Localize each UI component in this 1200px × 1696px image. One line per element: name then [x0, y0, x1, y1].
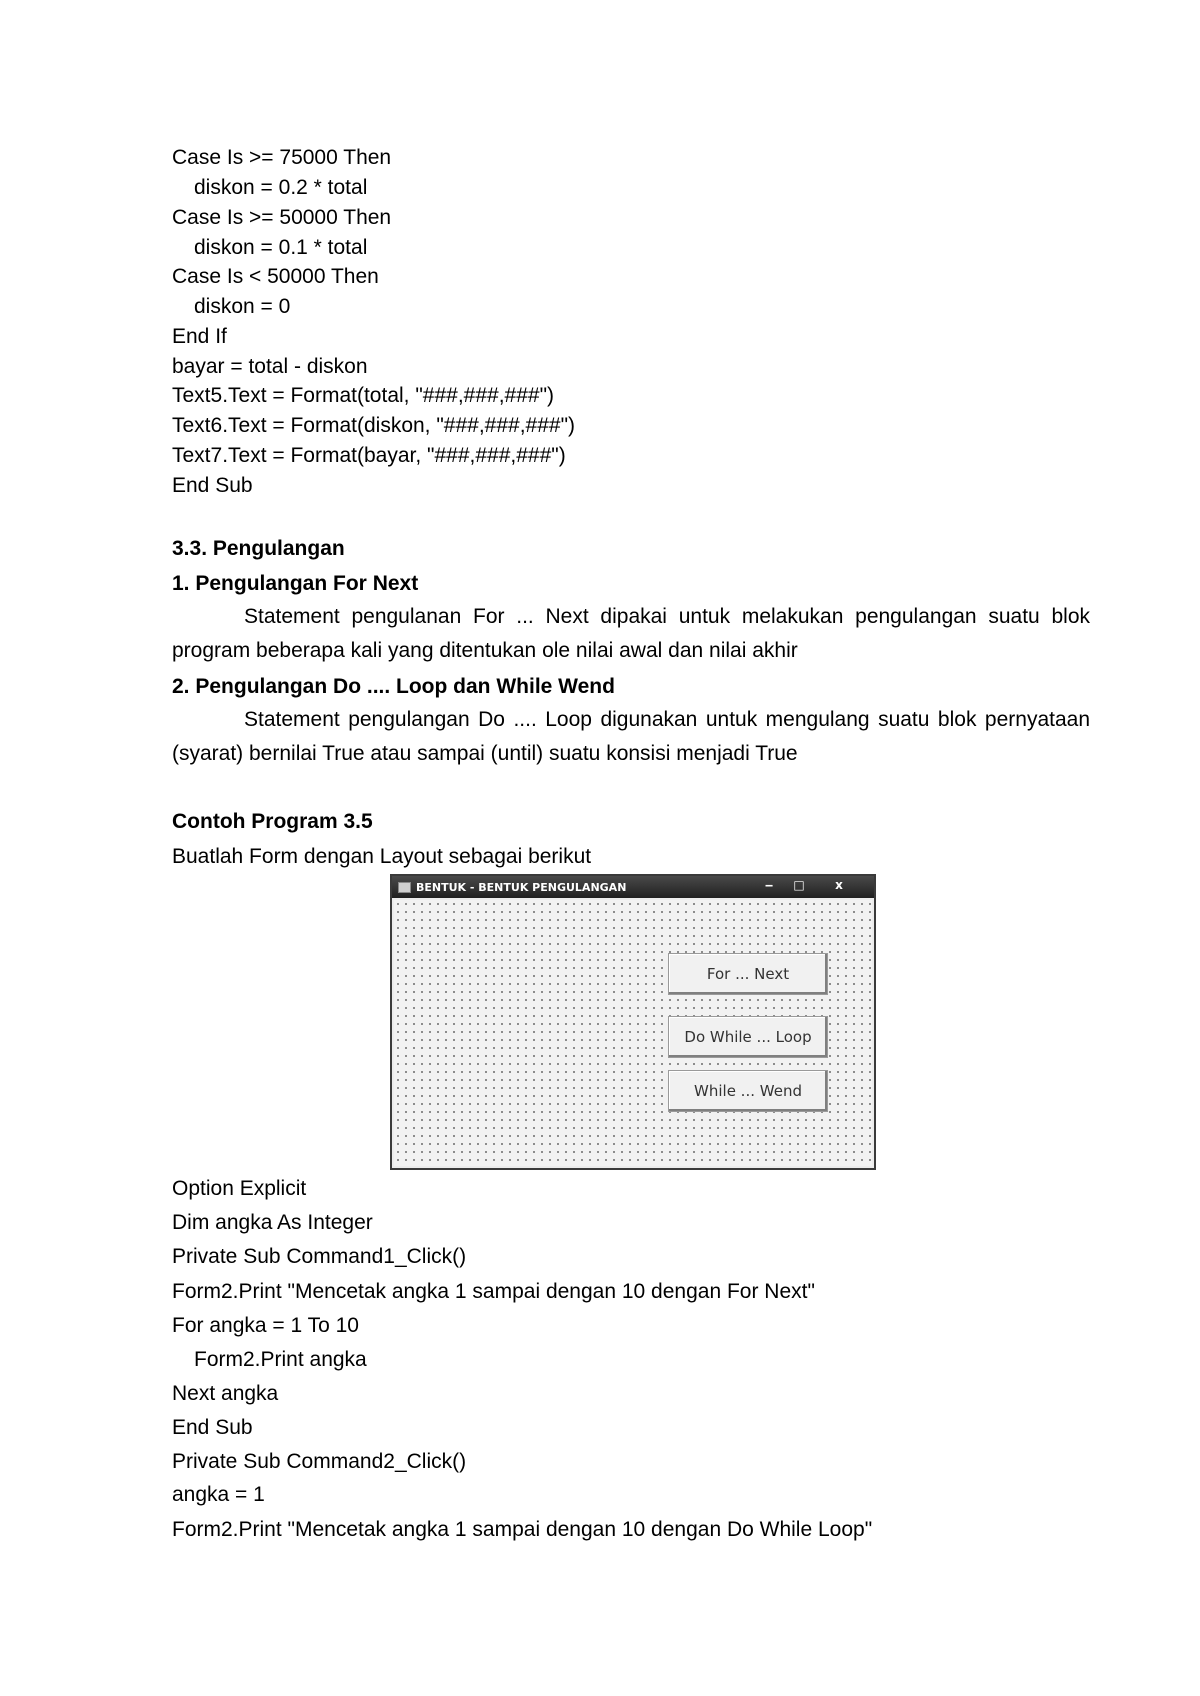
section-heading: 3.3. Pengulangan — [172, 537, 345, 560]
form-design-grid — [394, 900, 872, 1166]
code-line: Case Is < 50000 Then — [172, 265, 379, 288]
code-line: Next angka — [172, 1382, 279, 1405]
code-line: Text6.Text = Format(diskon, "###,###,###") — [172, 414, 576, 437]
code-line: For angka = 1 To 10 — [172, 1314, 359, 1337]
code-line: Private Sub Command1_Click() — [172, 1245, 467, 1268]
code-line: Form2.Print angka — [194, 1348, 367, 1371]
code-line: bayar = total - diskon — [172, 355, 368, 378]
code-line: End If — [172, 325, 227, 348]
form-title-bar — [392, 876, 874, 898]
vb-form-window — [390, 874, 876, 1170]
form-title: BENTUK - BENTUK PENGULANGAN — [416, 880, 627, 894]
code-line: diskon = 0 — [194, 295, 291, 318]
example-heading: Contoh Program 3.5 — [172, 810, 373, 833]
paragraph-do-loop: Statement pengulangan Do .... Loop digunakan untuk mengulang suatu blok pernyataan (syarat) bernilai True atau sampai (until) suatu konsisi menjadi True — [172, 708, 1090, 765]
code-line: Form2.Print "Mencetak angka 1 sampai dengan 10 dengan For Next" — [172, 1280, 815, 1303]
while-wend-button[interactable]: While ... Wend — [668, 1070, 828, 1112]
code-line: End Sub — [172, 1416, 253, 1439]
code-line: diskon = 0.2 * total — [194, 176, 368, 199]
code-line: End Sub — [172, 474, 253, 497]
example-intro: Buatlah Form dengan Layout sebagai berikut — [172, 845, 592, 868]
code-line: Option Explicit — [172, 1177, 307, 1200]
code-line: Case Is >= 50000 Then — [172, 206, 392, 229]
paragraph-for-next: Statement pengulanan For ... Next dipakai untuk melakukan pengulangan suatu blok program beberapa kali yang ditentukan ole nilai awal dan nilai akhir — [172, 605, 1090, 662]
form-app-icon — [398, 882, 411, 893]
code-line: Case Is >= 75000 Then — [172, 146, 392, 169]
subsection-heading-for-next: 1. Pengulangan For Next — [172, 572, 419, 595]
code-line: Text5.Text = Format(total, "###,###,###") — [172, 384, 555, 407]
for-next-button[interactable]: For ... Next — [668, 953, 828, 995]
code-line: Form2.Print "Mencetak angka 1 sampai dengan 10 dengan Do While Loop" — [172, 1518, 873, 1541]
do-while-loop-button[interactable]: Do While ... Loop — [668, 1016, 828, 1058]
code-line: Private Sub Command2_Click() — [172, 1450, 467, 1473]
maximize-icon[interactable]: □ — [793, 878, 805, 892]
close-icon[interactable]: x — [835, 878, 843, 892]
minimize-icon[interactable]: ‒ — [764, 878, 774, 892]
code-line: Text7.Text = Format(bayar, "###,###,###") — [172, 444, 566, 467]
subsection-heading-do-loop: 2. Pengulangan Do .... Loop dan While Wend — [172, 675, 615, 698]
code-line: Dim angka As Integer — [172, 1211, 373, 1234]
code-line: diskon = 0.1 * total — [194, 236, 368, 259]
code-line: angka = 1 — [172, 1483, 265, 1506]
